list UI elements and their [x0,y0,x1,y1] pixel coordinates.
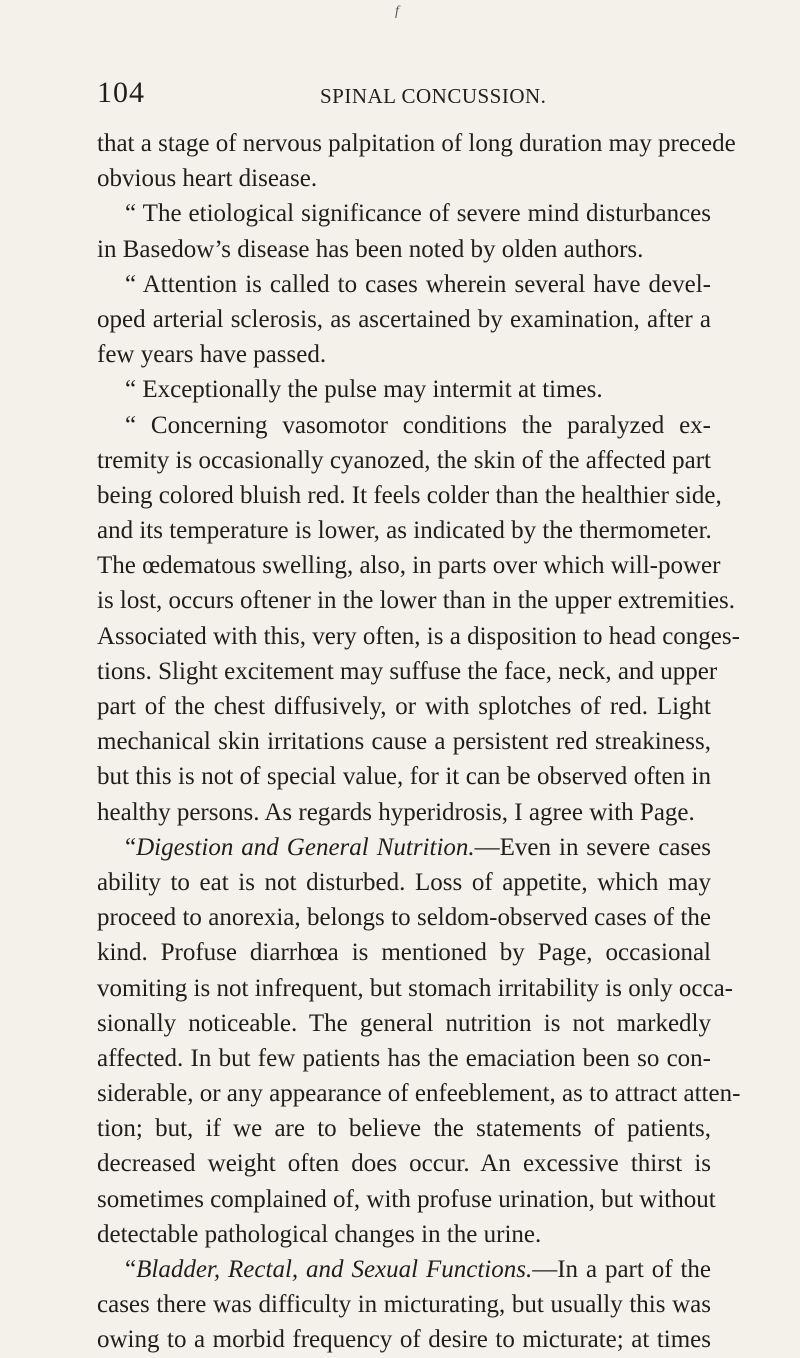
text-line: The œdematous swelling, also, in parts over which will-power [97,552,721,580]
text-line: owing to a morbid frequency of desire to micturate; at times [97,1326,711,1354]
page-number: 104 [97,76,145,109]
section-heading-line [97,830,711,865]
text-line: and its temperature is lower, as indicated by the thermometer. [97,517,712,545]
text-line: “ Concerning vasomotor conditions the paralyzed ex- [125,411,711,439]
text-line: healthy persons. As regards hyperidrosis, I agree with Page. [97,798,695,826]
text-line: affected. In but few patients has the emaciation been so con- [97,1044,711,1072]
text-line: tremity is occasionally cyanozed, the skin of the affected part [97,446,711,474]
text-line: vomiting is not infrequent, but stomach irritability is only occa- [97,974,733,1002]
text-line: “ Exceptionally the pulse may intermit at times. [125,376,603,404]
stray-print-mark: f [395,4,399,19]
text-line: being colored bluish red. It feels colder than the healthier side, [97,481,722,509]
text-line: is lost, occurs oftener in the lower than in the upper extremities. [97,587,736,615]
text-line: sionally noticeable. The general nutrition is not markedly [97,1009,711,1037]
text-line: kind. Profuse diarrhœa is mentioned by Page, occasional [97,939,711,967]
text-line: in Basedow’s disease has been noted by olden authors. [97,235,644,263]
body-text [97,126,741,1358]
text-line: but this is not of special value, for it can be observed often in [97,763,711,791]
text-line: few years have passed. [97,341,327,369]
text-line: tion; but, if we are to believe the statements of patients, [97,1115,711,1143]
text-line: Associated with this, very often, is a disposition to head conges- [97,622,740,650]
text-line: siderable, or any appearance of enfeeblement, as to attract atten- [97,1080,741,1108]
text-line: proceed to anorexia, belongs to seldom-observed cases of the [97,904,711,932]
page-header [97,76,709,116]
section-heading: Digestion and General Nutrition. [136,833,475,861]
text-run: —In a part of the [532,1256,711,1283]
open-quote: “ [125,1256,137,1283]
running-head: SPINAL CONCUSSION. [320,84,547,108]
text-line: sometimes complained of, with profuse urination, but without [97,1185,716,1213]
text-line: cases there was difficulty in micturating, but usually this was [97,1291,711,1319]
open-quote: “ [125,833,137,861]
text-run: —Even in severe cases [474,833,711,861]
text-line: detectable pathological changes in the urine. [97,1220,542,1248]
text-line: ability to eat is not disturbed. Loss of appetite, which may [97,868,711,896]
text-line: decreased weight often does occur. An excessive thirst is [97,1150,711,1178]
section-heading-line [97,1252,711,1287]
text-line: part of the chest diffusively, or with splotches of red. Light [97,693,711,720]
text-line: “ Attention is called to cases wherein several have devel- [125,270,711,298]
text-line: mechanical skin irritations cause a persistent red streakiness, [97,728,711,756]
text-line: that a stage of nervous palpitation of long duration may precede [97,130,736,157]
text-line: oped arterial sclerosis, as ascertained by examination, after a [97,305,711,333]
section-heading: Bladder, Rectal, and Sexual Functions. [136,1256,533,1283]
text-line: obvious heart disease. [97,165,318,193]
text-line: tions. Slight excitement may suffuse the face, neck, and upper [97,657,718,685]
text-line: “ The etiological significance of severe mind disturbances [125,200,711,228]
